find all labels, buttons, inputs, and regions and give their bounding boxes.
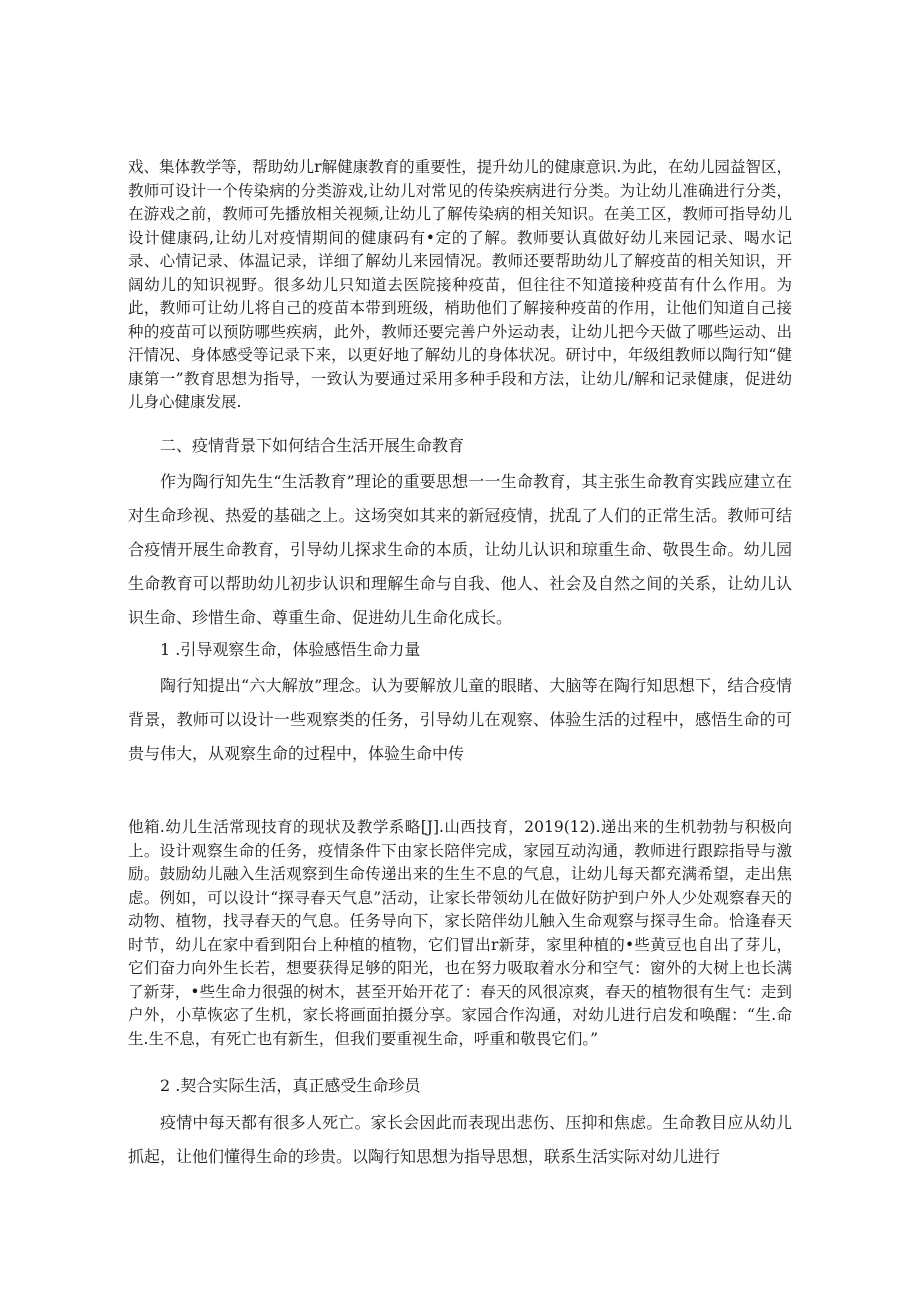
paragraph-pandemic-deaths: 疫情中每天都有很多人死亡。家长会因此而表现出悲伤、压抑和焦虑。生命教目应从幼儿抓起，让他们懂得生命的珍贵。以陶行知思想为指导思想，联系生活实际对幼儿进行 xyxy=(128,1113,792,1166)
paragraph-six-liberations: 陶行知提出“六大解放”理念。认为要解放儿童的眼睹、大脑等在陶行知思想下，结合疫情背景，教师可以设计一些观察类的任务，引导幼儿在观察、体验生活的过程中，感悟生命的可贵与伟大，从观察生命的过程中，体验生命中传 xyxy=(128,676,792,763)
section-heading-life-education: 二、疫情背景下如何结合生活开展生命教育 xyxy=(160,436,465,455)
subheading-observe-life: 1 .引导观察生命，体验感悟生命力量 xyxy=(160,640,421,659)
paragraph-observe-spring: 他箱.幼儿生活常现技育的现状及教学系略[J].山西技育，2019(12).递出来的生机勃勃与积极向上。设计观察生命的任务，疫情条件下由家长陪伴完成，家园互动沟通，教师进行跟踪指导与激励。鼓励幼儿融入生活观察到生命传递出来的生生不息的气息，让幼儿每天都充满希望，走出焦虑。例如，可以设计“探寻春天气息”活动，让家长带领幼儿在做好防护到户外人少处观察春天的动物、植物，找寻春天的气息。任务导向下，家长陪伴幼儿触入生命观察与探寻生命。恰逢春天时节，幼儿在家中看到阳台上种植的植物，它们冒出r新芽，家里种植的•些黄豆也自出了芽儿，它们奋力向外生长若，想要获得足够的阳光，也在努力吸取着水分和空气：窗外的大树上也长满了新芽，•些生命力很强的树木，甚至开始开花了：春天的风很凉爽，春天的植物很有生气：走到户外，小草恢宓了生机，家长将画面拍摄分享。家园合作沟通，对幼儿进行启发和唤醒：“生.命生.生不息，有死亡也有新生，但我们要重视生命，呼重和敬畏它们。” xyxy=(128,818,792,1048)
subheading-real-life: 2 .契合实际生活，真正感受生命珍员 xyxy=(160,1076,421,1095)
paragraph-life-education-intro: 作为陶行知先生“生活教育”理论的重要思想一一生命教育，其主张生命教育实践应建立在对生命珍视、热爱的基础之上。这场突如其来的新冠疫情，扰乱了人们的正常生活。教师可结合疫情开展生命教育，引导幼儿探求生命的本质，让幼儿认识和琼重生命、敬畏生命。幼儿园生命教育可以帮助幼儿初步认识和理解生命与自我、他人、社会及自然之间的关系，让幼儿认识生命、珍惜生命、尊重生命、促进幼儿生命化成长。 xyxy=(128,472,792,627)
paragraph-health-education: 戏、集体教学等，帮助幼儿r解健康教育的重要性，提升幼儿的健康意识.为此，在幼儿园益智区，教师可设计一个传染病的分类游戏,让幼儿对常见的传染疾病进行分类。为让幼儿准确进行分类，在游戏之前，教师可先播放相关视频,让幼儿了解传染病的相关知识。在美工区，教师可指导幼儿设计健康码,让幼儿对疫情期间的健康码有•定的了解。教师要认真做好幼儿来园记录、喝水记录、心情记录、体温记录，详细了解幼儿来园情况。教师还要帮助幼儿了解疫苗的相关知识，开阔幼儿的知识视野。很多幼儿只知道去医院接种疫苗，但往往不知道接种疫苗有什么作用。为此，教师可让幼儿将自己的疫苗本带到班级，梢助他们了解接种疫苗的作用，让他们知道自己接种的疫苗可以预防哪些疾病，此外，教师还要完善户外运动表，让幼儿把今天做了哪些运动、出汗情况、身体感受等记录下来，以更好地了解幼儿的身体状况。研讨中，年级组教师以陶行知“健康第一”教育思想为指导，一致认为要通过采用多种手段和方法，让幼儿/解和记录健康，促进幼儿身心健康发展. xyxy=(128,158,792,411)
